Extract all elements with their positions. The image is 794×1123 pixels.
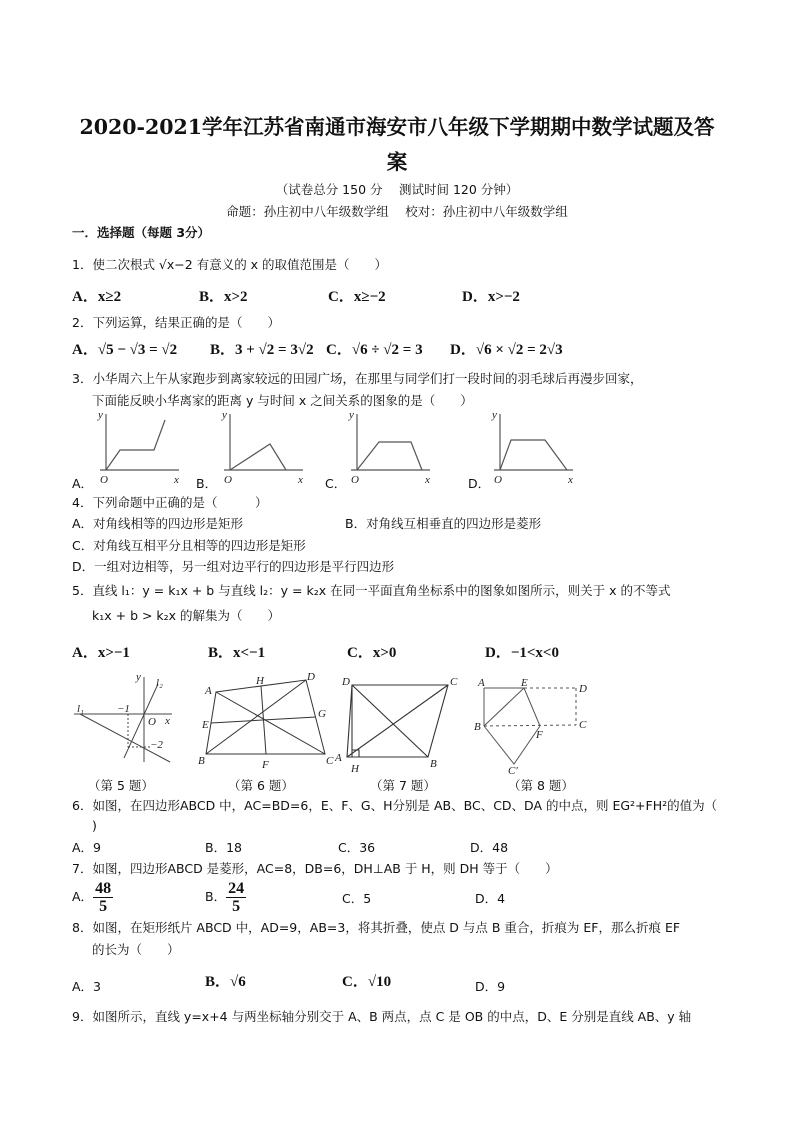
svg-text:O: O bbox=[224, 474, 232, 486]
q5-option-c: C．x>0 bbox=[347, 645, 397, 661]
q3-graph-c bbox=[345, 410, 445, 485]
q7-option-a bbox=[72, 880, 113, 915]
svg-text:y: y bbox=[492, 409, 497, 421]
caption-q8: （第 8 题） bbox=[508, 778, 574, 793]
svg-text:y: y bbox=[136, 671, 141, 683]
svg-text:x: x bbox=[568, 474, 573, 486]
question-5-line2: k₁x + b > k₂x 的解集为（ ） bbox=[92, 608, 281, 623]
q4-option-d: D．一组对边相等，另一组对边平行的四边形是平行四边形 bbox=[72, 559, 395, 574]
q6-option-d: D．48 bbox=[470, 840, 509, 855]
question-9: 9．如图所示，直线 y=x+4 与两坐标轴分别交于 A、B 两点，点 C 是 OB 的中点，D、E 分别是直线 AB、y 轴 bbox=[72, 1009, 692, 1024]
svg-text:−2: −2 bbox=[150, 739, 163, 751]
svg-text:B: B bbox=[430, 758, 437, 770]
figure-q8 bbox=[474, 677, 599, 777]
question-2: 2．下列运算，结果正确的是（ ） bbox=[72, 315, 280, 330]
fraction bbox=[226, 880, 246, 915]
question-6-line2: ) bbox=[92, 818, 97, 833]
denominator: 5 bbox=[232, 898, 241, 915]
q3-option-c: C． bbox=[325, 476, 347, 491]
q7-option-d: D．4 bbox=[475, 891, 506, 906]
q1-option-c: C．x≥−2 bbox=[328, 289, 386, 305]
q7-option-c: C．5 bbox=[342, 891, 372, 906]
q2-option-d: D．√6 × √2 = 2√3 bbox=[450, 342, 563, 358]
q3-graph-b bbox=[218, 410, 318, 485]
svg-text:O: O bbox=[148, 716, 156, 728]
q3-option-d: D． bbox=[468, 476, 491, 491]
svg-text:D: D bbox=[307, 671, 315, 683]
q2-option-a: A．√5 − √3 = √2 bbox=[72, 342, 178, 358]
svg-text:H: H bbox=[351, 763, 359, 775]
svg-text:D: D bbox=[342, 676, 350, 688]
question-4: 4．下列命题中正确的是（ ） bbox=[72, 495, 268, 510]
q1-option-a: A．x≥2 bbox=[72, 289, 122, 305]
svg-text:H: H bbox=[256, 675, 264, 687]
doc-title-line2: 案 bbox=[386, 150, 408, 174]
question-6-line1: 6．如图，在四边形ABCD 中，AC=BD=6，E、F、G、H分别是 AB、BC、CD、DA 的中点，则 EG²+FH²的值为（ bbox=[72, 798, 718, 813]
caption-q6: （第 6 题） bbox=[228, 778, 294, 793]
q5-option-a: A．x>−1 bbox=[72, 645, 130, 661]
q8-option-c: C．√10 bbox=[342, 974, 392, 990]
q2-option-b: B．3 + √2 = 3√2 bbox=[210, 342, 314, 358]
q3-graph-a bbox=[94, 410, 194, 485]
svg-text:B: B bbox=[198, 755, 205, 767]
svg-text:l₂: l₂ bbox=[156, 677, 163, 689]
numerator: 24 bbox=[228, 880, 245, 897]
q8-option-d: D．9 bbox=[475, 979, 506, 994]
svg-text:C: C bbox=[326, 755, 334, 767]
svg-text:x: x bbox=[174, 474, 179, 486]
figure-q7 bbox=[337, 675, 462, 775]
q5-option-b: B．x<−1 bbox=[208, 645, 266, 661]
question-8-line1: 8．如图，在矩形纸片 ABCD 中，AD=9，AB=3，将其折叠，使点 D 与点 B 重合，折痕为 EF，那么折痕 EF bbox=[72, 920, 681, 935]
q6-option-c: C．36 bbox=[338, 840, 376, 855]
svg-text:G: G bbox=[318, 708, 326, 720]
caption-q5: （第 5 题） bbox=[88, 778, 154, 793]
svg-text:C′: C′ bbox=[508, 765, 518, 777]
question-3-line1: 3．小华周六上午从家跑步到离家较远的田园广场，在那里与同学们打一段时间的羽毛球后再漫步回家， bbox=[72, 371, 643, 386]
question-1: 1．使二次根式 √x−2 有意义的 x 的取值范围是（ ） bbox=[72, 257, 388, 272]
q3-graph-d bbox=[488, 410, 588, 485]
svg-text:O: O bbox=[494, 474, 502, 486]
svg-text:E: E bbox=[202, 719, 209, 731]
q3-option-b: B． bbox=[196, 476, 218, 491]
exam-info: （试卷总分 150 分 测试时间 120 分钟） bbox=[275, 182, 519, 197]
svg-text:C: C bbox=[579, 719, 587, 731]
svg-text:y: y bbox=[349, 409, 354, 421]
svg-text:x: x bbox=[298, 474, 303, 486]
svg-text:x: x bbox=[165, 715, 170, 727]
question-8-line2: 的长为（ ） bbox=[92, 942, 180, 957]
question-7: 7．如图，四边形ABCD 是菱形，AC=8，DB=6，DH⊥AB 于 H，则 DH 等于（ ） bbox=[72, 861, 558, 876]
svg-text:C: C bbox=[450, 676, 458, 688]
svg-text:B: B bbox=[474, 721, 481, 733]
svg-text:l₁: l₁ bbox=[77, 703, 84, 715]
doc-title-line1: 2020-2021学年江苏省南通市海安市八年级下学期期中数学试题及答 bbox=[79, 115, 715, 139]
q5-option-d: D．−1<x<0 bbox=[485, 645, 559, 661]
svg-text:y: y bbox=[98, 409, 103, 421]
numerator: 48 bbox=[95, 880, 112, 897]
q4-option-b: B．对角线互相垂直的四边形是菱形 bbox=[345, 516, 542, 531]
q4-option-c: C．对角线互相平分且相等的四边形是矩形 bbox=[72, 538, 306, 553]
q1-option-d: D．x>−2 bbox=[462, 289, 520, 305]
section-heading: 一．选择题（每题 3分） bbox=[72, 225, 211, 240]
svg-text:D: D bbox=[579, 683, 587, 695]
q2-option-c: C．√6 ÷ √2 = 3 bbox=[326, 342, 423, 358]
svg-text:x: x bbox=[425, 474, 430, 486]
q7-option-b-label: B． bbox=[205, 889, 227, 904]
question-3-line2: 下面能反映小华离家的距离 y 与时间 x 之间关系的图象的是（ ） bbox=[92, 393, 473, 408]
svg-text:A: A bbox=[205, 685, 212, 697]
svg-text:O: O bbox=[351, 474, 359, 486]
q8-option-b: B．√6 bbox=[205, 974, 246, 990]
svg-text:E: E bbox=[521, 677, 528, 689]
caption-q7: （第 7 题） bbox=[370, 778, 436, 793]
q3-option-a: A． bbox=[72, 476, 94, 491]
authors: 命题：孙庄初中八年级数学组 校对：孙庄初中八年级数学组 bbox=[226, 204, 568, 219]
q6-option-b: B．18 bbox=[205, 840, 242, 855]
fraction bbox=[93, 880, 113, 915]
svg-text:y: y bbox=[222, 409, 227, 421]
svg-text:F: F bbox=[262, 759, 269, 771]
question-5-line1: 5．直线 l₁：y = k₁x + b 与直线 l₂：y = k₂x 在同一平面直角坐标系中的图象如图所示，则关于 x 的不等式 bbox=[72, 583, 671, 598]
q7-option-b bbox=[205, 880, 246, 915]
denominator: 5 bbox=[99, 898, 108, 915]
q6-option-a: A．9 bbox=[72, 840, 102, 855]
figure-q6 bbox=[198, 671, 334, 771]
figure-q5 bbox=[72, 672, 172, 767]
svg-text:A: A bbox=[335, 752, 342, 764]
q4-option-a: A．对角线相等的四边形是矩形 bbox=[72, 516, 244, 531]
q1-option-b: B．x>2 bbox=[199, 289, 248, 305]
svg-text:−1: −1 bbox=[117, 703, 130, 715]
q8-option-a: A．3 bbox=[72, 979, 102, 994]
svg-text:O: O bbox=[100, 474, 108, 486]
svg-text:A: A bbox=[478, 677, 485, 689]
svg-text:F: F bbox=[536, 729, 543, 741]
q7-option-a-label: A． bbox=[72, 889, 94, 904]
